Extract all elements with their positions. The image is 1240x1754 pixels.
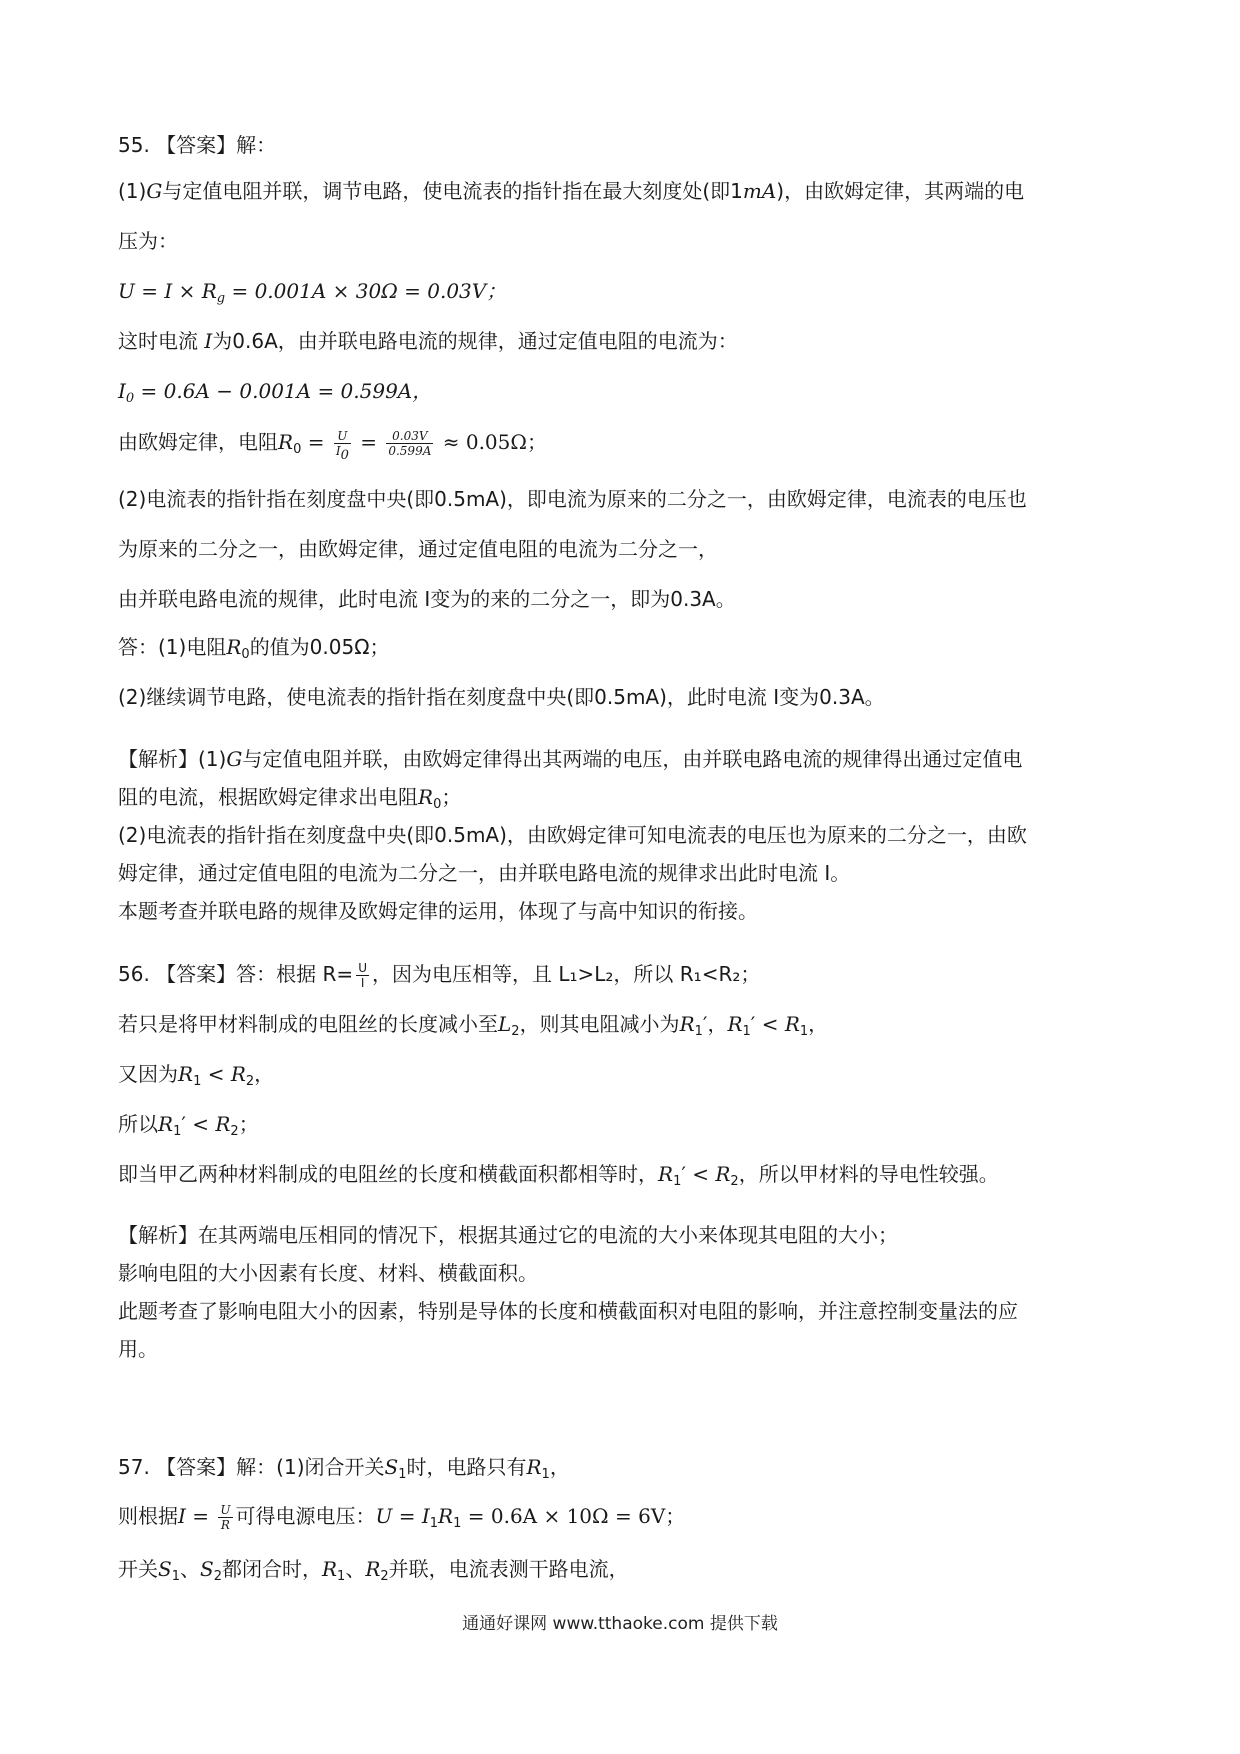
- q55-analysis-5: 本题考查并联电路的规律及欧姆定律的运用，体现了与高中知识的衔接。: [118, 899, 758, 923]
- q56-analysis-3: 此题考查了影响电阻大小的因素，特别是导体的长度和横截面积对电阻的影响，并注意控制变量法的应: [118, 1299, 1018, 1323]
- q55-analysis-2: 阻的电流，根据欧姆定律求出电阻$R_0$；: [118, 785, 462, 812]
- q55-line-10: 由并联电路电流的规律，此时电流 I变为的来的二分之一，即为0.3A。: [118, 587, 736, 611]
- q55-analysis-1: 【解析】(1)G与定值电阻并联，由欧姆定律得出其两端的电压，由并联电路电流的规律得出通过定值电: [118, 747, 1023, 771]
- q56-line-3: 又因为$R_1 < R_2$，: [118, 1062, 275, 1089]
- q55-current-formula: $I_0 = 0.6A - 0.001A = 0.599A$，: [118, 379, 433, 406]
- q55-answer-heading: 55. 【答案】解：: [118, 133, 277, 157]
- q55-line-2: (1)G与定值电阻并联，调节电路，使电流表的指针指在最大刻度处(即1mA)，由欧姆定律，其两端的电: [118, 179, 1025, 203]
- q56-line-2: 若只是将甲材料制成的电阻丝的长度减小至$L_2$，则其电阻减小为$R_1'$，$R_1' < R_1$，: [118, 1012, 829, 1039]
- q55-answer-2: (2)继续调节电路，使电流表的指针指在刻度盘中央(即0.5mA)，此时电流 I变为0.3A。: [118, 685, 885, 709]
- q55-line-5: 这时电流 I为0.6A，由并联电路电流的规律，通过定值电阻的电流为：: [118, 329, 738, 353]
- q56-line-4: 所以$R_1' < R_2$；: [118, 1112, 259, 1139]
- q55-line-9: 为原来的二分之一，由欧姆定律，通过定值电阻的电流为二分之一，: [118, 537, 718, 561]
- q56-line-5: 即当甲乙两种材料制成的电阻丝的长度和横截面积都相等时，$R_1' < R_2$，所以甲材料的导电性较强。: [118, 1162, 999, 1189]
- q56-analysis-4: 用。: [118, 1337, 158, 1361]
- q55-voltage-formula: $U = I \times R_g = 0.001A \times 30\Omega = 0.03V$；: [118, 279, 507, 306]
- q57-line-2: 则根据I = $\frac{U}{R}$ 可得电源电压：$U = I_1R_1 = 0.6A \times 10\Omega = 6V$；: [118, 1503, 686, 1532]
- q56-analysis-1: 【解析】在其两端电压相同的情况下，根据其通过它的电流的大小来体现其电阻的大小；: [118, 1223, 898, 1247]
- q55-line-3: 压为：: [118, 229, 178, 253]
- q55-answer-1: 答：(1)电阻$R_0$的值为0.05Ω；: [118, 635, 390, 662]
- q56-analysis-2: 影响电阻的大小因素有长度、材料、横截面积。: [118, 1261, 538, 1285]
- q55-analysis-4: 姆定律，通过定值电阻的电流为二分之一，由并联电路电流的规律求出此时电流 I。: [118, 861, 851, 885]
- page-footer: 通通好课网 www.tthaoke.com 提供下载: [462, 1614, 778, 1634]
- q55-line-8: (2)电流表的指针指在刻度盘中央(即0.5mA)，即电流为原来的二分之一，由欧姆定律，电流表的电压也: [118, 487, 1027, 511]
- q55-resistance-formula: 由欧姆定律，电阻$R_0$ = $\frac{U}{I_0}$ = $\frac{0.03V}{0.599A}$ ≈ 0.05Ω；: [118, 429, 547, 463]
- q55-analysis-3: (2)电流表的指针指在刻度盘中央(即0.5mA)，由欧姆定律可知电流表的电压也为原来的二分之一，由欧: [118, 823, 1027, 847]
- q57-answer-heading: 57. 【答案】解：(1)闭合开关$S_1$时，电路只有$R_1$，: [118, 1455, 570, 1482]
- q57-line-3: 开关$S_1$、$S_2$都闭合时，$R_1$、$R_2$并联，电流表测干路电流，: [118, 1557, 629, 1584]
- q56-answer-heading: 56. 【答案】答：根据 R= $\frac{U}{I}$ ，因为电压相等，且 L₁>L₂，所以 R₁<R₂；: [118, 961, 761, 990]
